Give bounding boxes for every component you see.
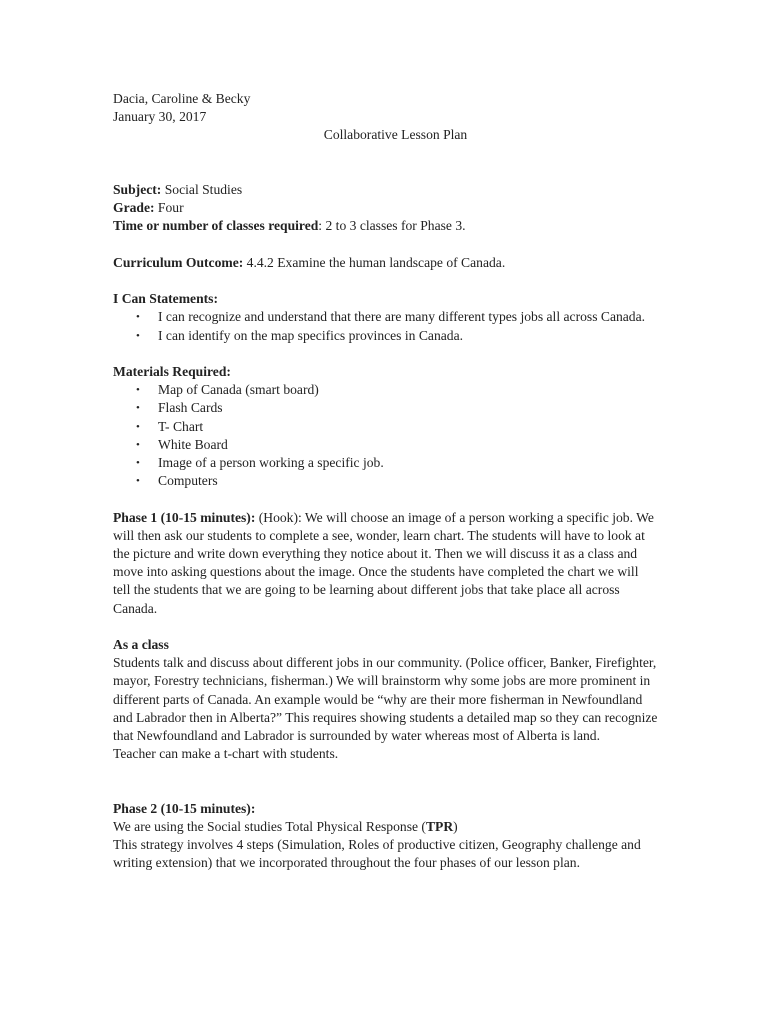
authors: Dacia, Caroline & Becky: [113, 91, 251, 106]
as-class-text: Students talk and discuss about different jobs in our community. (Police officer, Banker, Firefighter, mayor, Forestry technicians, fisherman.) We will brainstorm why some jobs are more prominent in different parts of Canada. An example would be “why are their more fisherman in Newfoundland and Labrador then in Alberta?” This requires showing students a detailed map so they can recognize that Newfoundland and Labrador is surrounded by water whereas most of Alberta is land.: [113, 655, 658, 744]
curriculum-label: Curriculum Outcome:: [113, 254, 244, 270]
grade-value: Four: [154, 200, 184, 216]
spacer: [113, 145, 658, 181]
bullet-icon: •: [136, 329, 140, 342]
list-item: [113, 327, 658, 345]
subject-line: [113, 181, 658, 199]
spacer: [113, 618, 658, 636]
spacer: [113, 345, 658, 363]
phase2-line1: [113, 818, 658, 836]
material-item-text: Flash Cards: [158, 400, 223, 416]
phase2-label: Phase 2 (10-15 minutes):: [113, 800, 256, 816]
list-item: [113, 418, 658, 436]
material-item-text: White Board: [158, 436, 228, 452]
phase2-line1-pre: We are using the Social studies Total Physical Response (: [113, 819, 426, 835]
materials-heading: Materials Required:: [113, 363, 231, 379]
bullet-icon: •: [136, 311, 140, 324]
list-item: [113, 454, 658, 472]
material-item-text: T- Chart: [158, 418, 204, 434]
phase2-line1-post: ): [453, 819, 458, 835]
subject-label: Subject:: [113, 182, 162, 197]
bullet-icon: •: [136, 438, 140, 451]
list-item: [113, 399, 658, 417]
phase1-paragraph: [113, 509, 658, 618]
bullet-icon: •: [136, 384, 140, 397]
spacer: [113, 763, 658, 799]
document-title: Collaborative Lesson Plan: [323, 127, 468, 143]
material-item-text: Image of a person working a specific job.: [158, 455, 384, 470]
bullet-icon: •: [136, 475, 140, 488]
time-value: : 2 to 3 classes for Phase 3.: [318, 218, 466, 234]
spacer: [113, 490, 658, 508]
materials-list: [113, 381, 658, 490]
material-item-text: Map of Canada (smart board): [158, 382, 319, 398]
time-line: [113, 217, 658, 235]
spacer: [113, 272, 658, 290]
curriculum-line: [113, 254, 658, 272]
ican-item-text: I can identify on the map specifics provinces in Canada.: [158, 327, 464, 343]
bullet-icon: •: [136, 402, 140, 415]
ican-list: [113, 308, 658, 344]
list-item: [113, 472, 658, 490]
phase1-text: (Hook): We will choose an image of a person working a specific job. We will then ask our students to complete a see, wonder, learn chart. The students will have to look at the picture and write down everything they notice about it. Then we will discuss it as a class and move into asking questions about the image. Once the students have completed the chart we will tell the students that we are going to be learning about different jobs that take place all across Canada.: [113, 509, 654, 616]
date: January 30, 2017: [113, 109, 207, 125]
teacher-note: Teacher can make a t-chart with students.: [113, 746, 339, 762]
bullet-icon: •: [136, 420, 140, 433]
ican-heading: I Can Statements:: [113, 291, 218, 307]
subject-value: Social Studies: [161, 182, 243, 197]
phase2-text: This strategy involves 4 steps (Simulation, Roles of productive citizen, Geography challenge and writing extension) that we incorporated throughout the four phases of our lesson plan.: [113, 837, 641, 871]
document-page: [113, 90, 658, 873]
spacer: [113, 236, 658, 254]
phase1-label: Phase 1 (10-15 minutes):: [113, 509, 256, 525]
bullet-icon: •: [136, 457, 140, 469]
time-label: Time or number of classes required: [113, 218, 319, 234]
phase2-tpr: TPR: [425, 819, 454, 835]
curriculum-value: 4.4.2 Examine the human landscape of Canada.: [243, 254, 506, 270]
ican-item-text: I can recognize and understand that there are many different types jobs all across Canada.: [158, 309, 646, 325]
grade-line: [113, 199, 658, 217]
grade-label: Grade:: [113, 200, 155, 216]
list-item: [113, 436, 658, 454]
list-item: [113, 308, 658, 326]
list-item: [113, 381, 658, 399]
material-item-text: Computers: [158, 473, 218, 489]
as-class-heading: As a class: [113, 637, 169, 652]
